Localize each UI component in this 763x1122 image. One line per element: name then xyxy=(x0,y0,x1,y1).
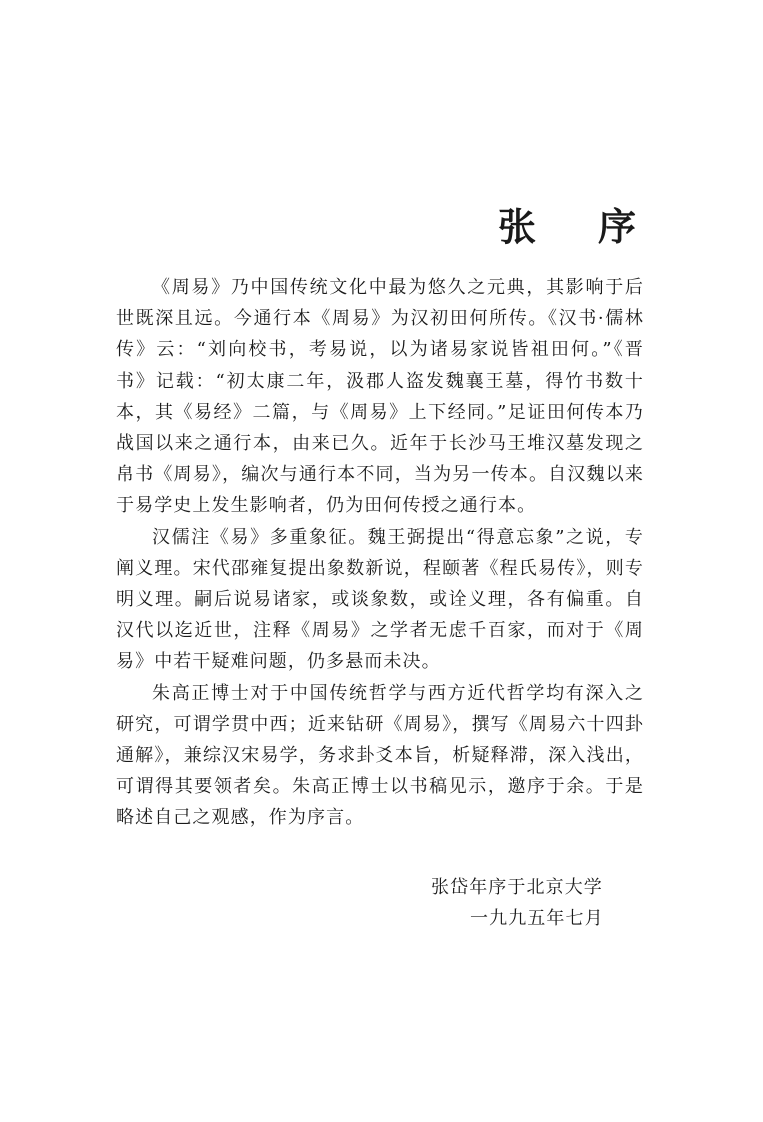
paragraph-1: 《周易》乃中国传统文化中最为悠久之元典，其影响于后世既深且远。今通行本《周易》为汉初田何所传。《汉书·儒林传》云：“刘向校书，考易说，以为诸易家说皆祖田何。”《晋书》记载：“初太康二年，汲郡人盗发魏襄王墓，得竹书数十本，其《易经》二篇，与《周易》上下经同。”足证田何传本乃战国以来之通行本，由来已久。近年于长沙马王堆汉墓发现之帛书《周易》，编次与通行本不同，当为另一传本。自汉魏以来于易学史上发生影响者，仍为田何传授之通行本。 xyxy=(116,277,644,517)
title-char-1: 张 xyxy=(498,204,537,249)
preface-body xyxy=(116,272,644,834)
signature-author: 张岱年序于北京大学 xyxy=(431,877,603,898)
signature-date: 一九九五年七月 xyxy=(470,908,604,929)
paragraph-3: 朱高正博士对于中国传统哲学与西方近代哲学均有深入之研究，可谓学贯中西；近来钻研《周易》，撰写《周易六十四卦通解》，兼综汉宋易学，务求卦爻本旨，析疑释滞，深入浅出，可谓得其要领者矣。朱高正博士以书稿见示，邀序于余。于是略述自己之观感，作为序言。 xyxy=(116,682,644,829)
title-char-2: 序 xyxy=(598,204,637,249)
page-title xyxy=(488,196,658,256)
paragraph-2: 汉儒注《易》多重象征。魏王弼提出“得意忘象”之说，专阐义理。宋代邵雍复提出象数新说，程颐著《程氏易传》，则专明义理。嗣后说易诸家，或谈象数，或诠义理，各有偏重。自汉代以迄近世，注释《周易》之学者无虑千百家，而对于《周易》中若干疑难问题，仍多悬而未决。 xyxy=(116,526,644,673)
